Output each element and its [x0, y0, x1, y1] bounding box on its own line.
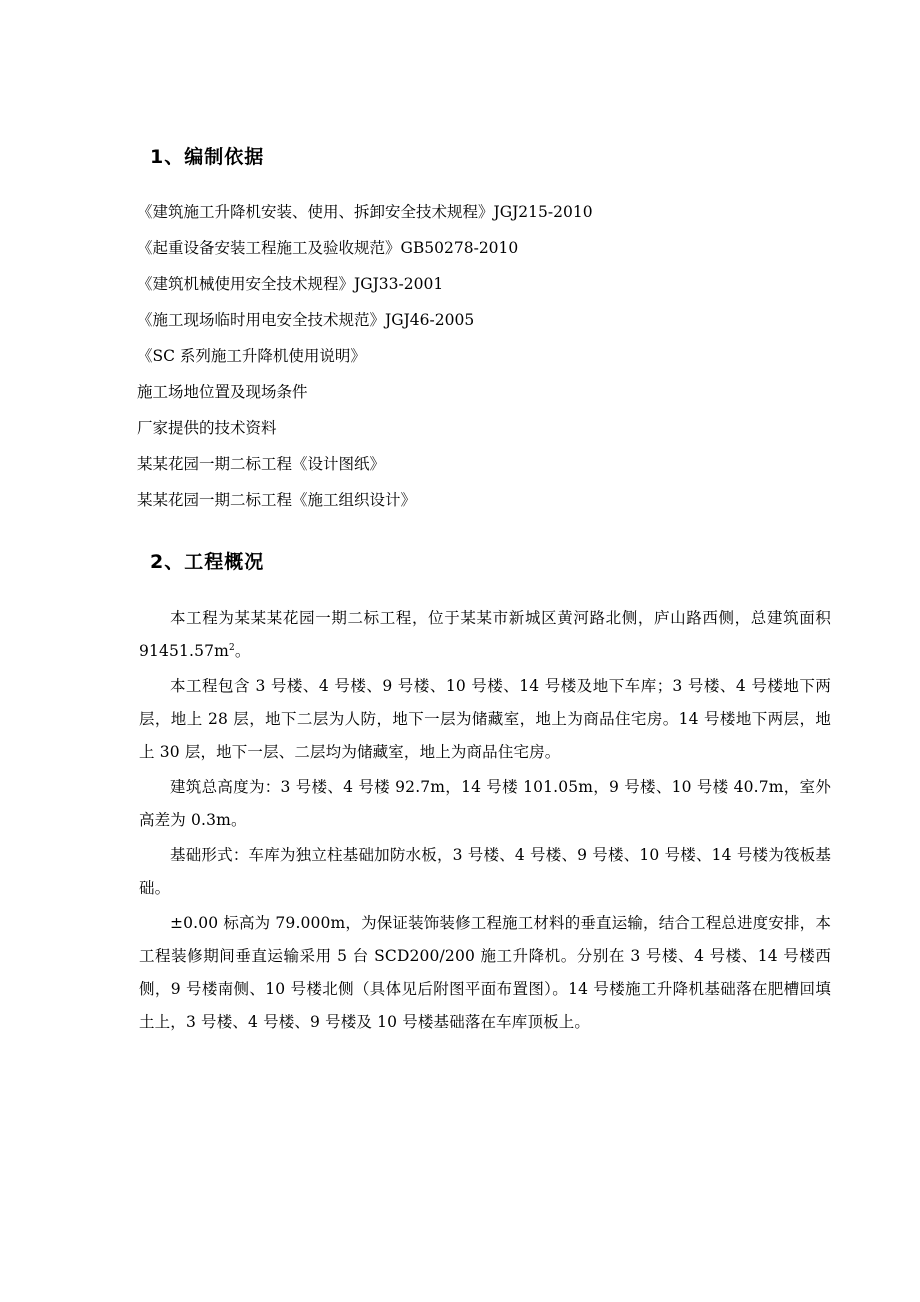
paragraph-location-end: 。	[234, 642, 251, 660]
paragraph-elevators: ±0.00 标高为 79.000m，为保证装饰装修工程施工材料的垂直运输，结合工程总进度安排，本工程装修期间垂直运输采用 5 台 SCD200/200 施工升降机。分别在 3 号楼、4 号楼、14 号楼西侧，9 号楼南侧、10 号楼北侧（具体见后附图平面布置图）。14 号楼施工升降机基础落在肥槽回填土上，3 号楼、4 号楼、9 号楼及 10 号楼基础落在车库顶板上。	[139, 914, 831, 1031]
paragraph-foundation: 基础形式：车库为独立柱基础加防水板，3 号楼、4 号楼、9 号楼、10 号楼、14 号楼为筏板基础。	[139, 846, 831, 897]
paragraph-location	[139, 602, 831, 668]
reference-item: 厂家提供的技术资料	[137, 419, 277, 437]
reference-item: 《SC 系列施工升降机使用说明》	[137, 347, 366, 365]
reference-item: 施工场地位置及现场条件	[137, 383, 308, 401]
section-2-heading: 2、工程概况	[150, 551, 265, 573]
project-overview	[139, 602, 831, 1039]
paragraph-buildings: 本工程包含 3 号楼、4 号楼、9 号楼、10 号楼、14 号楼及地下车库；3 号楼、4 号楼地下两层，地上 28 层，地下二层为人防，地下一层为储藏室，地上为商品住宅房。14 号楼地下两层，地上 30 层，地下一层、二层均为储藏室，地上为商品住宅房。	[139, 677, 831, 761]
reference-item: 《建筑施工升降机安装、使用、拆卸安全技术规程》JGJ215-2010	[137, 203, 593, 221]
reference-item: 《起重设备安装工程施工及验收规范》GB50278-2010	[137, 239, 519, 257]
reference-item: 某某花园一期二标工程《施工组织设计》	[137, 491, 417, 509]
paragraph-location-text: 本工程为某某某花园一期二标工程，位于某某市新城区黄河路北侧，庐山路西侧，总建筑面积 91451.57m	[139, 609, 831, 660]
section-1-heading: 1、编制依据	[150, 146, 265, 168]
reference-item: 《施工现场临时用电安全技术规范》JGJ46-2005	[137, 311, 475, 329]
paragraph-heights: 建筑总高度为：3 号楼、4 号楼 92.7m，14 号楼 101.05m，9 号楼、10 号楼 40.7m，室外高差为 0.3m。	[139, 778, 831, 829]
reference-item: 《建筑机械使用安全技术规程》JGJ33-2001	[137, 275, 444, 293]
superscript-2: 2	[229, 642, 235, 653]
reference-list	[137, 197, 593, 521]
reference-item: 某某花园一期二标工程《设计图纸》	[137, 455, 386, 473]
